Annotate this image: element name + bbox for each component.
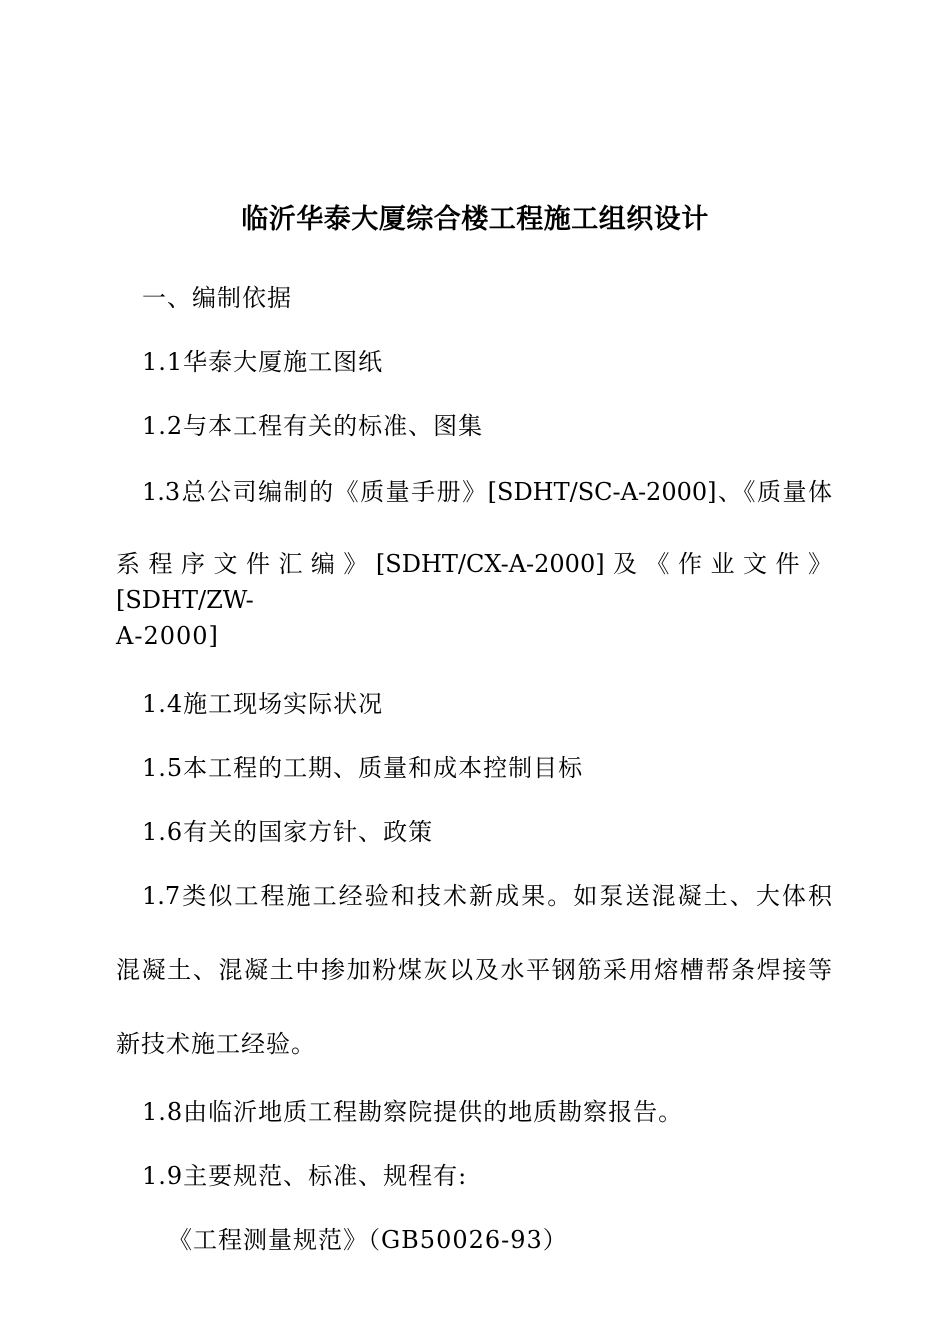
list-item: 1.4施工现场实际状况 <box>142 690 384 718</box>
list-item: 1.6有关的国家方针、政策 <box>142 818 434 846</box>
list-item: 1.3总公司编制的《质量手册》[SDHT/SC-A-2000]、《质量体 <box>142 478 832 506</box>
list-item: 1.5本工程的工期、质量和成本控制目标 <box>142 754 584 782</box>
list-item: 1.7类似工程施工经验和技术新成果。如泵送混凝土、大体积 <box>142 882 832 910</box>
list-item-continued: 新技术施工经验。 <box>116 1030 316 1058</box>
standard-reference: 《工程测量规范》（GB50026-93） <box>168 1226 568 1254</box>
section-heading: 一、编制依据 <box>142 284 292 312</box>
list-item: 1.8由临沂地质工程勘察院提供的地质勘察报告。 <box>142 1098 684 1126</box>
list-item: 1.2与本工程有关的标准、图集 <box>142 412 484 440</box>
document-title: 临沂华泰大厦综合楼工程施工组织设计 <box>241 204 709 235</box>
list-item-continued: A-2000] <box>116 622 219 650</box>
list-item-continued: 混凝土、混凝土中掺加粉煤灰以及水平钢筋采用熔槽帮条焊接等 <box>116 956 832 984</box>
list-item: 1.9主要规范、标准、规程有: <box>142 1162 468 1190</box>
list-item: 1.1华泰大厦施工图纸 <box>142 348 384 376</box>
list-item-continued: 系程序文件汇编》[SDHT/CX-A-2000]及《作业文件》[SDHT/ZW- <box>116 550 832 614</box>
